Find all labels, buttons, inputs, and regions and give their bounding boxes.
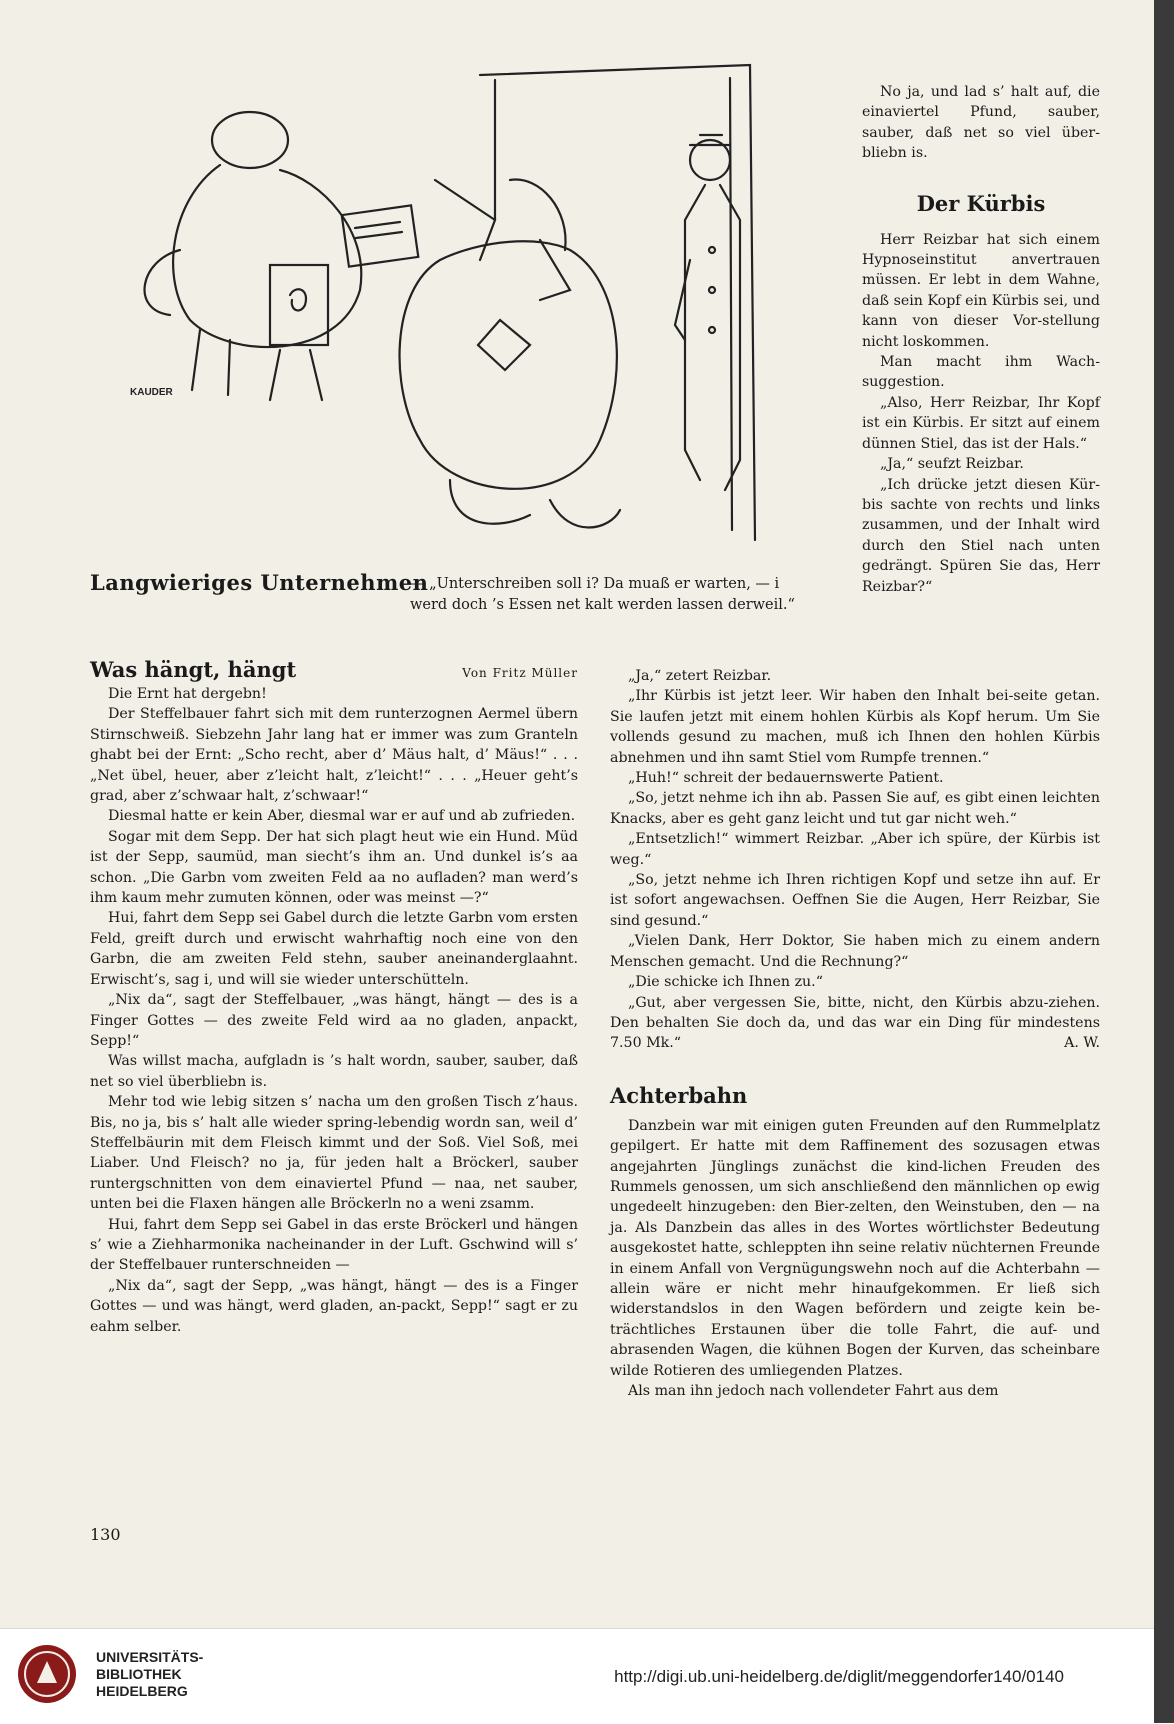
paragraph: „Ihr Kürbis ist jetzt leer. Wir haben den Inhalt bei-seite getan. Sie laufen jetzt mit einem hohlen Kürbis als Kopf herum. Um Sie vollends gesund zu machen, muß ich Ihnen den hohlen Kürbis abnehmen und ihn samt Stiel vom Rumpfe trennen.“ [610, 688, 1100, 766]
paragraph: „So, jetzt nehme ich Ihren richtigen Kopf und setze ihn auf. Er ist sofort angewachsen. Oeffnen Sie die Augen, Herr Reizbar, Sie sind gesund.“ [610, 872, 1100, 929]
library-name-line: UNIVERSITÄTS- [96, 1649, 204, 1665]
story-byline: Von Fritz Müller [462, 666, 578, 680]
paragraph: „Ja,“ zetert Reizbar. [628, 668, 772, 684]
story-kuerbis-cont [610, 666, 1100, 1401]
paragraph: „Nix da“, sagt der Steffelbauer, „was hängt, hängt — des is a Finger Gottes — des zweite Feld wird aa no gladen, anpackt, Sepp!“ [90, 992, 578, 1049]
page-number: 130 [90, 1525, 121, 1544]
paragraph: „Ja,“ seufzt Reizbar. [880, 456, 1024, 473]
library-name [96, 1649, 203, 1700]
cartoon-caption-text: — „Unterschreiben soll i? Da muaß er warten, — i werd doch ’s Essen net kalt werden lassen derweil.“ [410, 576, 795, 613]
paragraph: Was willst macha, aufgladn is ’s halt wordn, sauber, sauber, daß net so viel überbliebn is. [90, 1053, 578, 1090]
scan-edge [1154, 0, 1174, 1723]
paragraph: „Huh!“ schreit der bedauernswerte Patient. [628, 770, 944, 787]
paragraph: Man macht ihm Wach-suggestion. [862, 354, 1100, 391]
paragraph: „Die schicke ich Ihnen zu.“ [628, 974, 823, 991]
paragraph: Diesmal hatte er kein Aber, diesmal war er auf und ab zufrieden. [108, 808, 576, 825]
paragraph: „Also, Herr Reizbar, Ihr Kopf ist ein Kürbis. Er sitzt auf einem dünnen Stiel, das ist der Hals.“ [862, 394, 1100, 452]
library-name-line: HEIDELBERG [96, 1683, 188, 1699]
paragraph: „Nix da“, sagt der Sepp, „was hängt, hängt — des is a Finger Gottes — und was hängt, werd gladen, an-packt, Sepp!“ sagt er zu eahm selber. [90, 1277, 578, 1335]
story-title-row [90, 656, 578, 684]
paragraph: „Entsetzlich!“ wimmert Reizbar. „Aber ich spüre, der Kürbis ist weg.“ [610, 831, 1100, 868]
cartoon-illustration [100, 60, 820, 580]
story-was-haengt [90, 656, 578, 1337]
story-title: Was hängt, hängt [90, 657, 297, 682]
paragraph [610, 993, 1100, 1054]
paragraph: Hui, fahrt dem Sepp sei Gabel in das erste Bröckerl und hängen s’ wie a Ziehharmonika nacheinander in der Luft. Gschwind will s’ der Steffelbauer runterschneiden — [90, 1216, 578, 1274]
story-kuerbis-right [862, 82, 1100, 597]
story-signature: A. W. [1064, 1035, 1100, 1052]
paragraph: Als man ihn jedoch nach vollendeter Fahrt aus dem [628, 1383, 999, 1399]
story-title: Der Kürbis [916, 190, 1046, 216]
paragraph: „Vielen Dank, Herr Doktor, Sie haben mich zu einem andern Menschen gemacht. Und die Rechnung?“ [610, 933, 1100, 970]
paragraph: „Ich drücke jetzt diesen Kür-bis sachte von rechts und links zusammen, und der Inhalt wird durch den Stiel nach unten gedrängt. Spüren Sie das, Herr Reizbar?“ [862, 476, 1100, 595]
footer-bar [0, 1628, 1154, 1724]
paragraph: Sogar mit dem Sepp. Der hat sich plagt heut wie ein Hund. Müd ist der Sepp, saumüd, man siecht’s ihm an. Und dunkel is’s aa schon. „Die Garbn vom zweiten Feld aa no aufladen? man werd’s ihm kaum mehr zumuten können, oder was meinst —?“ [90, 828, 578, 907]
paragraph: No ja, und lad s’ halt auf, die einaviertel Pfund, sauber, sauber, daß net so viel über-bliebn is. [862, 84, 1100, 162]
paragraph: Die Ernt hat dergebn! [108, 686, 267, 702]
paragraph: Der Steffelbauer fahrt sich mit dem runterzognen Aermel übern Stirnschweiß. Siebzehn Jahr lang hat er immer was zum Granteln ghabt bei der Ernt: „Scho recht, aber d’ Mäus halt, d’ Mäus!“ . . . „Net übel, heuer, aber z’leicht halt, z’leicht!“ . . . „Heuer geht’s grad, aber z’schwaar halt, z’schwaar!“ [90, 706, 578, 805]
paragraph: Herr Reizbar hat sich einem Hypnoseinstitut anvertrauen müssen. Er lebt in dem Wahne, daß sein Kopf ein Kürbis sei, und kann von dieser Vor-stellung nicht loskommen. [862, 231, 1100, 350]
source-url-link[interactable]: http://digi.ub.uni-heidelberg.de/diglit/meggendorfer140/0140 [614, 1667, 1064, 1686]
paragraph: Mehr tod wie lebig sitzen s’ nacha um den großen Tisch z’haus. Bis, no ja, bis s’ halt alle wieder spring-lebendig wordn san, weil d’ Steffelbäurin mit dem Fleisch kimmt und der Soß. Viel Soß, mei Liaber. Und Fleisch? no ja, für jeden halt a Bröckerl, sauber runtergschnitten von dem einaviertel Pfund — naa, net sauber, unten bei die Flaxen hängen alle Bröckerln no a weni zsamm. [90, 1094, 578, 1213]
cartoon-signature: KAUDER [130, 387, 173, 398]
cartoon-caption-title: Langwieriges Unternehmen [90, 570, 429, 595]
paragraph: „So, jetzt nehme ich ihn ab. Passen Sie auf, es gibt einen leichten Knacks, aber es geht ganz leicht und tut gar nicht weh.“ [610, 790, 1100, 827]
paragraph: Hui, fahrt dem Sepp sei Gabel durch die letzte Garbn vom ersten Feld, greift durch und erwischt wahrhaftig noch eine von den Garbn, die am zweiten Feld stehn, sauber aneinanderglaahnt. Erwischt’s, sag i, und will sie wieder unterschütteln. [90, 910, 578, 988]
paragraph: Danzbein war mit einigen guten Freunden auf den Rummelplatz gepilgert. Er hatte mit dem Raffinement des sozusagen etwas angejahrten Jünglings zunächst die kind-lichen Freuden des Rummels genossen, um sich anschließend den männlichen op ewig ungedeelt hinzugeben: den Bier-zelten, den Weinstuben, den — na ja. Als Danzbein das alles in des Wortes wörtlichster Bedeutung ausgekostet hatte, schleppten ihn seine relativ nüchternen Freunde in einem Anfall von Vergnügungswehn noch auf die Achterbahn — allein wäre er nicht mehr hinaufgekommen. Er ließ sich widerstandslos in den Wagen befördern und zeigte kein be-trächtliches Erstaunen über die tolle Fahrt, die auf- und abrasenden Wagen, die kühnen Bogen der Kurven, das scheinbare wilde Rotieren des umliegenden Platzes. [610, 1117, 1100, 1379]
story-title: Achterbahn [610, 1082, 748, 1108]
library-name-line: BIBLIOTHEK [96, 1666, 182, 1682]
university-seal-icon [16, 1643, 78, 1705]
paragraph-text: „Gut, aber vergessen Sie, bitte, nicht, den Kürbis abzu-ziehen. Den behalten Sie doch da, und das war ein Ding für mindestens 7.50 Mk.“ [610, 994, 1100, 1052]
